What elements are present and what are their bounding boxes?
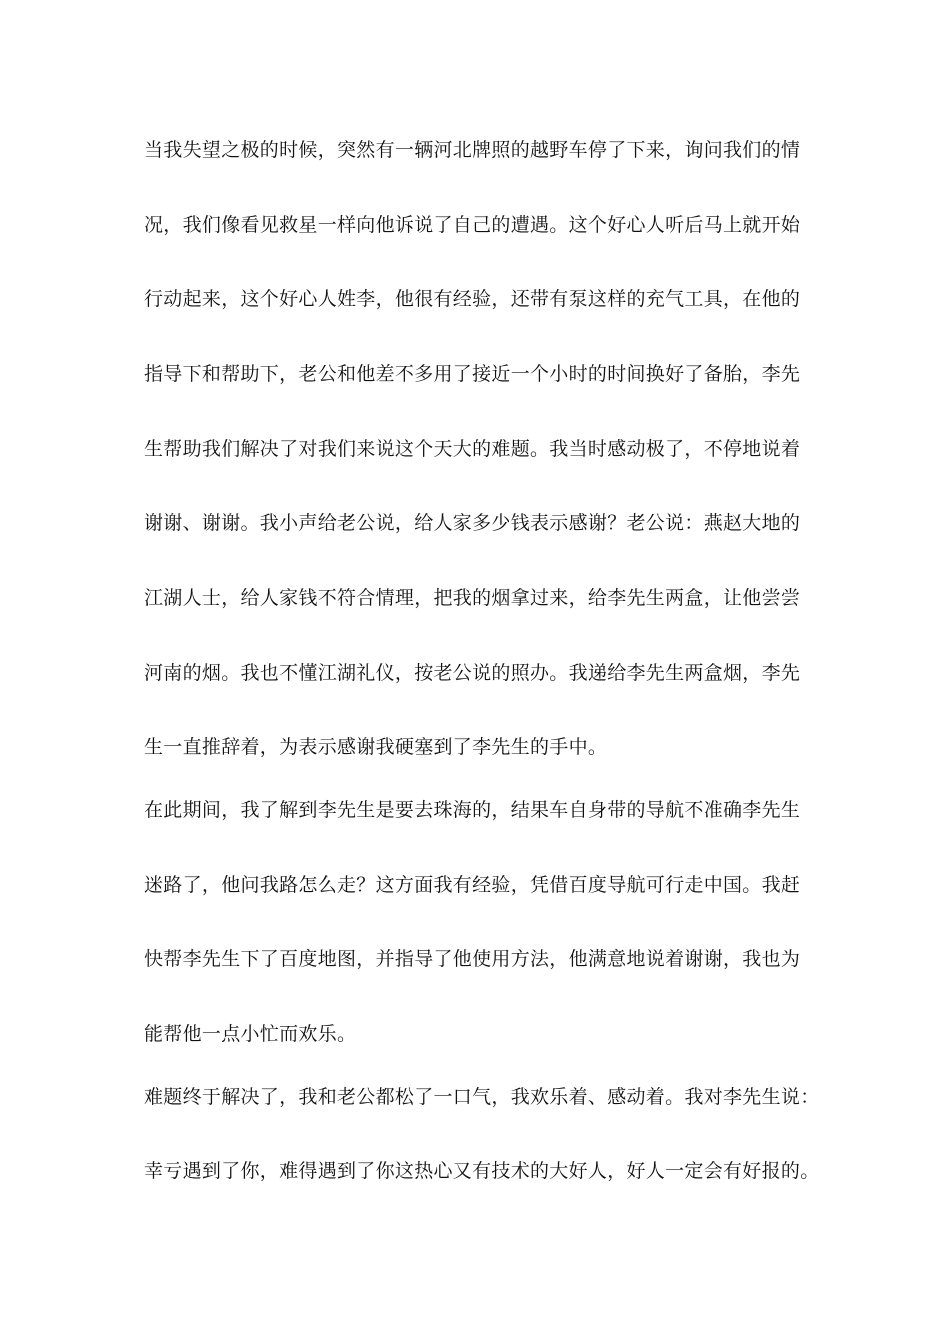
text-line: 在此期间，我了解到李先生是要去珠海的，结果车自身带的导航不准确李先生: [144, 799, 801, 821]
text-line: 难题终于解决了，我和老公都松了一口气，我欢乐着、感动着。我对李先生说：: [144, 1086, 820, 1108]
text-line: 生帮助我们解决了对我们来说这个天大的难题。我当时感动极了，不停地说着: [144, 438, 801, 460]
text-line: 江湖人士，给人家钱不符合情理，把我的烟拿过来，给李先生两盒，让他尝尝: [144, 587, 801, 609]
text-line: 河南的烟。我也不懂江湖礼仪，按老公说的照办。我递给李先生两盒烟，李先: [144, 662, 801, 684]
text-line: 指导下和帮助下，老公和他差不多用了接近一个小时的时间换好了备胎，李先: [144, 363, 801, 385]
text-line: 谢谢、谢谢。我小声给老公说，给人家多少钱表示感谢？老公说：燕赵大地的: [144, 512, 801, 534]
text-line: 能帮他一点小忙而欢乐。: [144, 1023, 357, 1045]
text-line: 当我失望之极的时候，突然有一辆河北牌照的越野车停了下来，询问我们的情: [144, 139, 801, 161]
text-line: 生一直推辞着，为表示感谢我硬塞到了李先生的手中。: [144, 736, 608, 758]
text-line: 迷路了，他问我路怎么走？这方面我有经验，凭借百度导航可行走中国。我赶: [144, 874, 801, 896]
text-line: 行动起来，这个好心人姓李，他很有经验，还带有泵这样的充气工具，在他的: [144, 288, 801, 310]
text-line: 幸亏遇到了你，难得遇到了你这热心又有技术的大好人，好人一定会有好报的。: [144, 1160, 820, 1182]
text-line: 况，我们像看见救星一样向他诉说了自己的遭遇。这个好心人听后马上就开始: [144, 214, 801, 236]
text-line: 快帮李先生下了百度地图，并指导了他使用方法，他满意地说着谢谢，我也为: [144, 948, 801, 970]
